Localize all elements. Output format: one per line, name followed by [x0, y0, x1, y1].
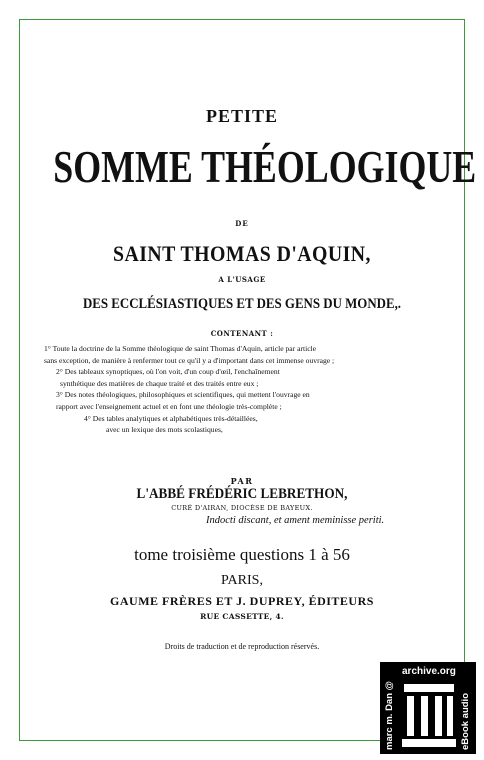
epigraph: Indocti discant, et ament meminisse periti.	[206, 515, 385, 526]
main-title: SOMME THÉOLOGIQUE	[53, 141, 477, 192]
contents-heading: CONTENANT :	[210, 329, 274, 338]
author-name: L'ABBÉ FRÉDÉRIC LEBRETHON,	[136, 486, 348, 502]
publication-city: PARIS,	[221, 573, 263, 588]
title-line-de: DE	[235, 219, 249, 228]
logo-right-text: eBook audio	[460, 692, 471, 750]
publisher-address: RUE CASSETTE, 4.	[200, 612, 284, 621]
contents-line: avec un lexique des mots scolastiques,	[106, 425, 223, 435]
author-subject: SAINT THOMAS D'AQUIN,	[113, 241, 371, 266]
contents-line: sans exception, de manière à renfermer tout ce qu'il y a d'important dans cet immense ouvrage ;	[44, 355, 335, 365]
logo-top-text: archive.org	[402, 666, 456, 677]
title-line-usage: A L'USAGE	[218, 275, 266, 284]
archive-building-icon	[402, 682, 456, 748]
author-title: CURÉ D'AIRAN, DIOCÈSE DE BAYEUX.	[171, 504, 313, 512]
volume-info: tome troisième questions 1 à 56	[134, 545, 350, 564]
archive-logo	[380, 662, 476, 754]
contents-line: rapport avec l'enseignement actuel et en font une théologie très-complète ;	[56, 401, 282, 411]
publisher: GAUME FRÈRES ET J. DUPREY, ÉDITEURS	[110, 594, 374, 608]
contents-line: 1° Toute la doctrine de la Somme théologique de saint Thomas d'Aquin, article par article	[44, 344, 317, 353]
contents-line: 2° Des tableaux synoptiques, où l'on voit, d'un coup d'œil, l'enchaînement	[56, 367, 280, 377]
contents-line: 4° Des tables analytiques et alphabétiques très-détaillées,	[84, 413, 258, 423]
logo-left-text: marc m. Dan @	[384, 681, 395, 750]
contents-line: synthétique des matières de chaque traité et des traités entre eux ;	[60, 378, 259, 388]
title-line-petite: PETITE	[205, 106, 279, 126]
audience-line: DES ECCLÉSIASTIQUES ET DES GENS DU MONDE,.	[82, 296, 402, 312]
contents-list	[44, 343, 444, 436]
rights-notice: Droits de traduction et de reproduction réservés.	[164, 642, 320, 651]
contents-line: 3° Des notes théologiques, philosophiques et scientifiques, qui mettent l'ouvrage en	[56, 390, 310, 400]
by-line: PAR	[230, 476, 254, 486]
